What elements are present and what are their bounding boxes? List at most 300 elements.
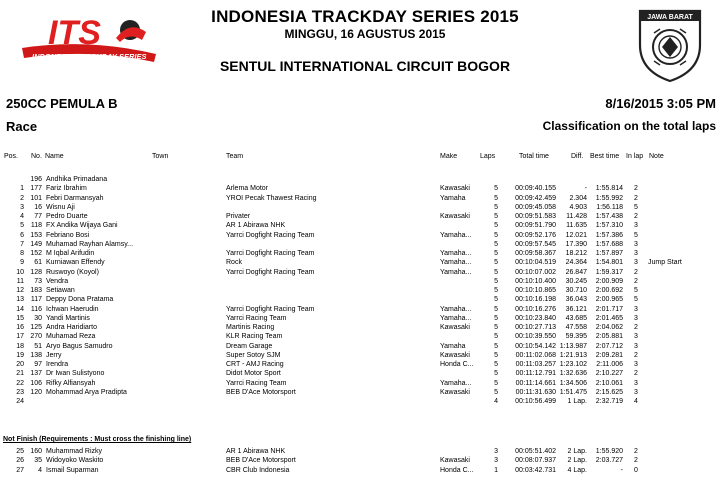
table-row <box>0 305 724 314</box>
cell-diff: 36.043 <box>565 296 587 304</box>
cell-pos: 20 <box>16 361 24 368</box>
cell-pos: 11 <box>16 277 24 285</box>
cell-name: FX Andika Wijaya Gani <box>46 222 118 230</box>
class-name: 250CC PEMULA B <box>6 96 118 111</box>
cell-make: Yamaha... <box>440 314 472 322</box>
table-row <box>0 203 724 212</box>
cell-laps: 1 <box>494 466 498 474</box>
cell-laps: 5 <box>494 203 498 211</box>
cell-best-time: 1:55.992 <box>595 194 623 202</box>
cell-no: 138 <box>30 351 42 359</box>
logo-subtext: INDONESIA TRACKDAY SERIES <box>32 52 147 61</box>
cell-in-lap: 2 <box>634 448 638 455</box>
cell-laps: 5 <box>494 268 498 276</box>
cell-note: Jump Start <box>648 259 682 267</box>
cell-laps: 5 <box>494 287 498 294</box>
cell-in-lap: 5 <box>634 296 638 304</box>
cell-best-time: 2:01.717 <box>595 305 623 313</box>
cell-diff: 2.304 <box>569 194 587 202</box>
cell-diff: 11.428 <box>566 213 587 220</box>
cell-make: Yamaha... <box>440 305 472 313</box>
cell-best-time: 2:32.719 <box>595 398 623 405</box>
cell-laps: 3 <box>494 457 498 465</box>
cell-name: Ismail Suparman <box>46 466 99 474</box>
cell-diff: 26.847 <box>565 268 587 276</box>
col-diff: Diff. <box>571 153 584 160</box>
cell-no: 101 <box>30 194 42 202</box>
cell-no: 128 <box>30 268 42 276</box>
cell-no: 73 <box>34 277 42 285</box>
cell-name: Setiawan <box>46 287 75 294</box>
cell-best-time: 1:56.118 <box>596 203 623 211</box>
cell-no: 77 <box>34 213 42 220</box>
cell-laps: 5 <box>494 370 498 378</box>
cell-no: 51 <box>34 342 42 350</box>
cell-no: 118 <box>30 222 42 230</box>
cell-diff: 2 Lap. <box>567 448 587 455</box>
cell-in-lap: 3 <box>634 314 638 322</box>
cell-name: Muhammad Rizky <box>46 448 103 455</box>
cell-laps: 5 <box>494 314 498 322</box>
its-logo <box>18 8 160 70</box>
cell-in-lap: 3 <box>634 333 638 341</box>
cell-pos: 26 <box>16 457 24 465</box>
cell-team: Privater <box>226 213 251 220</box>
cell-no: 160 <box>30 448 42 455</box>
cell-team: BEB D'Ace Motorsport <box>226 388 296 396</box>
cell-in-lap: 2 <box>634 457 638 465</box>
cell-laps: 5 <box>494 324 498 331</box>
cell-no: 152 <box>30 250 42 257</box>
cell-diff: 1:51.475 <box>559 388 587 396</box>
cell-make: Honda C... <box>440 361 474 368</box>
cell-best-time: 1:57.386 <box>595 231 623 239</box>
cell-team: Yarrci Dogfight Racing Team <box>226 305 315 313</box>
cell-make: Kawasaki <box>440 388 470 396</box>
cell-name: Andhika Primadana <box>46 176 108 183</box>
cell-team: Yarrci Racing Team <box>226 379 287 387</box>
table-row <box>0 249 724 258</box>
cell-name: Ichwan Haerudin <box>46 305 99 313</box>
col-inlap: In lap <box>626 153 644 160</box>
col-best: Best time <box>590 153 620 160</box>
cell-in-lap: 0 <box>634 466 638 474</box>
cell-diff: 1:23.102 <box>559 361 587 368</box>
col-team: Team <box>226 153 244 160</box>
cell-total-time: 00:03:42.731 <box>515 466 556 474</box>
cell-best-time: 2:03.727 <box>595 457 623 465</box>
cell-in-lap: 2 <box>634 277 638 285</box>
cell-team: AR 1 Abirawa NHK <box>226 222 286 230</box>
cell-pos: 22 <box>16 379 24 387</box>
cell-no: 30 <box>34 314 42 322</box>
cell-make: Kawasaki <box>440 457 470 465</box>
cell-name: Widoyoko Waskito <box>46 457 104 465</box>
cell-name: Andra Haridiarto <box>46 324 97 331</box>
col-make: Make <box>440 153 458 160</box>
cell-name: Muhamad Rayhan Alamsy... <box>46 240 134 248</box>
cell-team: Yarrci Racing Team <box>226 314 287 322</box>
cell-make: Yamaha... <box>440 231 472 239</box>
cell-no: 120 <box>30 388 42 396</box>
cell-total-time: 00:11:31.630 <box>515 388 556 396</box>
cell-total-time: 00:11:12.791 <box>515 370 556 378</box>
cell-best-time: 2:00.965 <box>595 296 623 304</box>
cell-total-time: 00:09:51.583 <box>515 213 556 220</box>
cell-total-time: 00:10:10.400 <box>515 277 556 285</box>
cell-best-time: 2:04.062 <box>595 324 623 331</box>
col-name: Name <box>45 153 64 160</box>
cell-pos: 1 <box>20 185 24 193</box>
cell-laps: 5 <box>494 231 498 239</box>
cell-diff: 1 Lap. <box>567 398 587 405</box>
cell-team: Yarrci Dogfight Racing Team <box>226 250 315 257</box>
cell-laps: 5 <box>494 259 498 267</box>
cell-laps: 5 <box>494 388 498 396</box>
table-row <box>0 212 724 221</box>
col-town: Town <box>152 153 169 160</box>
cell-no: 116 <box>30 305 42 313</box>
session-name: Race <box>6 119 38 134</box>
cell-in-lap: 3 <box>634 305 638 313</box>
cell-in-lap: 2 <box>634 213 638 220</box>
cell-diff: 17.390 <box>565 240 587 248</box>
cell-name: Pedro Duarte <box>46 213 88 220</box>
cell-name: Yandi Martinis <box>46 314 90 322</box>
logo-text: ITS <box>48 14 101 52</box>
table-row <box>0 258 724 267</box>
cell-total-time: 00:11:14.661 <box>515 379 556 387</box>
cell-pos: 18 <box>16 342 24 350</box>
table-row <box>0 268 724 277</box>
cell-diff: 2 Lap. <box>567 457 587 465</box>
cell-name: Febriano Bosi <box>46 231 90 239</box>
cell-best-time: 2:00.692 <box>595 287 623 294</box>
col-laps: Laps <box>480 153 496 160</box>
cell-make: Kawasaki <box>440 213 470 220</box>
event-title: INDONESIA TRACKDAY SERIES 2015 <box>211 7 519 26</box>
cell-diff: 47.558 <box>565 324 587 331</box>
cell-no: 4 <box>38 466 42 474</box>
cell-team: Super Sotoy SJM <box>226 351 281 359</box>
cell-diff: 18.212 <box>565 250 587 257</box>
cell-name: M Iqbal Arifudin <box>46 250 95 257</box>
cell-pos: 23 <box>16 388 24 396</box>
cell-laps: 5 <box>494 250 498 257</box>
cell-name: Deppy Dona Pratama <box>46 296 114 304</box>
not-finish-table <box>0 447 724 475</box>
cell-make: Kawasaki <box>440 351 470 359</box>
cell-laps: 5 <box>494 222 498 230</box>
cell-no: 61 <box>34 259 42 267</box>
cell-team: AR 1 Abirawa NHK <box>226 448 286 455</box>
cell-laps: 5 <box>494 240 498 248</box>
cell-pos: 6 <box>20 231 24 239</box>
event-venue: SENTUL INTERNATIONAL CIRCUIT BOGOR <box>219 58 511 74</box>
cell-best-time: - <box>620 466 623 474</box>
cell-name: Rifky Alfiansyah <box>46 379 96 387</box>
cell-pos: 16 <box>16 324 24 331</box>
cell-in-lap: 3 <box>634 379 638 387</box>
cell-total-time: 00:08:07.937 <box>515 457 556 465</box>
cell-in-lap: 3 <box>634 222 638 230</box>
cell-total-time: 00:10:16.276 <box>515 305 556 313</box>
cell-team: Dream Garage <box>226 342 273 350</box>
cell-laps: 5 <box>494 213 498 220</box>
cell-total-time: 00:10:27.713 <box>515 324 556 331</box>
cell-no: 149 <box>30 240 42 248</box>
cell-team: BEB D'Ace Motorsport <box>226 457 296 465</box>
cell-diff: 12.021 <box>565 231 587 239</box>
cell-pos: 25 <box>16 448 24 455</box>
cell-pos: 2 <box>20 194 24 202</box>
cell-pos: 17 <box>16 333 24 341</box>
table-row <box>0 466 724 475</box>
table-row <box>0 397 724 406</box>
cell-in-lap: 3 <box>634 250 638 257</box>
table-row <box>0 323 724 332</box>
cell-total-time: 00:10:23.840 <box>515 314 556 322</box>
cell-in-lap: 2 <box>634 370 638 378</box>
cell-team: Yarrci Dogfight Racing Team <box>226 268 315 276</box>
cell-in-lap: 3 <box>634 259 638 267</box>
cell-in-lap: 5 <box>634 231 638 239</box>
event-title-block <box>150 6 580 74</box>
cell-in-lap: 3 <box>634 342 638 350</box>
cell-no: 117 <box>30 296 42 304</box>
cell-total-time: 00:10:54.142 <box>515 342 556 350</box>
table-row <box>0 231 724 240</box>
cell-name: Muhamad Reza <box>46 333 96 341</box>
cell-laps: 4 <box>494 398 498 405</box>
cell-laps: 5 <box>494 277 498 285</box>
cell-in-lap: 5 <box>634 203 638 211</box>
cell-pos: 21 <box>16 370 24 378</box>
cell-pos: 14 <box>16 305 24 313</box>
cell-laps: 5 <box>494 351 498 359</box>
cell-pos: 5 <box>20 222 24 230</box>
cell-name: Ruswoyo (Koyol) <box>46 268 99 276</box>
cell-no: 16 <box>34 203 42 211</box>
cell-team: Yarrci Dogfight Racing Team <box>226 231 315 239</box>
cell-no: 270 <box>30 333 42 341</box>
cell-total-time: 00:09:57.545 <box>515 240 556 248</box>
cell-laps: 5 <box>494 185 498 193</box>
cell-make: Honda C... <box>440 466 474 474</box>
cell-diff: 1:32.636 <box>559 370 587 378</box>
cell-diff: 11.635 <box>566 222 587 230</box>
col-no: No. <box>31 153 42 160</box>
table-row <box>0 447 724 456</box>
cell-in-lap: 3 <box>634 361 638 368</box>
cell-in-lap: 2 <box>634 268 638 276</box>
table-row <box>0 314 724 323</box>
cell-pos: 7 <box>20 240 24 248</box>
cell-pos: 9 <box>20 259 24 267</box>
col-pos: Pos. <box>4 153 19 160</box>
cell-name: Dr Iwan Sulistyono <box>46 370 105 378</box>
cell-make: Yamaha... <box>440 250 472 257</box>
cell-best-time: 1:54.801 <box>595 259 623 267</box>
cell-no: 177 <box>30 185 42 193</box>
cell-total-time: 00:09:51.790 <box>515 222 556 230</box>
cell-best-time: 1:57.310 <box>595 222 623 230</box>
cell-in-lap: 3 <box>634 240 638 248</box>
cell-name: Kurniawan Effendy <box>46 259 105 267</box>
cell-diff: 36.121 <box>565 305 587 313</box>
cell-best-time: 2:00.909 <box>595 277 623 285</box>
not-finish-label: Not Finish (Requirements : Must cross the finishing line) <box>3 436 192 443</box>
cell-pos: 15 <box>16 314 24 322</box>
table-row <box>0 184 724 193</box>
table-row <box>0 240 724 249</box>
column-header <box>0 153 724 163</box>
cell-name: Irendra <box>46 361 69 368</box>
cell-pos: 12 <box>16 287 24 294</box>
cell-diff: 43.685 <box>565 314 587 322</box>
cell-team: CRT - AMJ Racing <box>226 361 284 368</box>
cell-best-time: 2:11.006 <box>596 361 623 368</box>
cell-total-time: 00:09:58.367 <box>515 250 556 257</box>
cell-team: KLR Racing Team <box>226 333 283 341</box>
col-note: Note <box>649 153 664 160</box>
cell-best-time: 2:15.625 <box>595 388 623 396</box>
cell-total-time: 00:10:04.519 <box>515 259 556 267</box>
cell-laps: 5 <box>494 296 498 304</box>
cell-no: 153 <box>30 231 42 239</box>
cell-name: Febri Darmansyah <box>46 194 104 202</box>
badge-text: JAWA BARAT <box>647 14 693 21</box>
cell-total-time: 00:10:10.865 <box>515 287 556 294</box>
table-row <box>0 369 724 378</box>
cell-diff: 59.395 <box>565 333 587 341</box>
cell-team: Arlema Motor <box>226 185 269 193</box>
cell-diff: 1:21.913 <box>559 351 587 359</box>
cell-pos: 4 <box>20 213 24 220</box>
table-row <box>0 221 724 230</box>
cell-laps: 5 <box>494 305 498 313</box>
table-row <box>0 286 724 295</box>
cell-team: CBR Club Indonesia <box>226 466 290 474</box>
cell-best-time: 2:07.712 <box>595 342 623 350</box>
cell-no: 35 <box>34 457 42 465</box>
cell-total-time: 00:10:39.550 <box>515 333 556 341</box>
cell-total-time: 00:09:45.058 <box>515 203 556 211</box>
print-datetime: 8/16/2015 3:05 PM <box>605 96 716 111</box>
event-date: MINGGU, 16 AGUSTUS 2015 <box>284 27 446 41</box>
cell-diff: 4.903 <box>569 203 587 211</box>
cell-name: Vendra <box>46 277 69 285</box>
table-row <box>0 456 724 465</box>
cell-team: Martinis Racing <box>226 324 275 331</box>
cell-laps: 3 <box>494 448 498 455</box>
cell-no: 137 <box>30 370 42 378</box>
cell-in-lap: 5 <box>634 287 638 294</box>
cell-pos: 13 <box>16 296 24 304</box>
table-row <box>0 379 724 388</box>
cell-make: Yamaha... <box>440 268 472 276</box>
cell-team: Rock <box>226 259 242 267</box>
cell-diff: 1:13.987 <box>559 342 587 350</box>
cell-no: 125 <box>30 324 42 331</box>
cell-total-time: 00:10:16.198 <box>515 296 556 304</box>
cell-diff: 1:34.506 <box>559 379 587 387</box>
cell-pos: 3 <box>20 203 24 211</box>
table-row <box>0 351 724 360</box>
cell-make: Kawasaki <box>440 324 470 331</box>
cell-in-lap: 2 <box>634 324 638 331</box>
cell-total-time: 00:11:02.068 <box>515 351 556 359</box>
imi-jawa-barat-badge <box>636 5 704 83</box>
cell-name: Wisnu Aji <box>46 203 75 211</box>
cell-best-time: 1:55.920 <box>595 448 623 455</box>
cell-diff: 30.245 <box>565 277 587 285</box>
cell-laps: 5 <box>494 342 498 350</box>
table-row <box>0 175 724 184</box>
cell-best-time: 2:10.061 <box>595 379 623 387</box>
cell-total-time: 00:10:56.499 <box>515 398 556 405</box>
cell-best-time: 1:57.688 <box>595 240 623 248</box>
cell-make: Kawasaki <box>440 185 470 193</box>
cell-diff: 30.710 <box>565 287 587 294</box>
table-row <box>0 388 724 397</box>
cell-laps: 5 <box>494 379 498 387</box>
table-row <box>0 332 724 341</box>
cell-laps: 5 <box>494 333 498 341</box>
cell-pos: 10 <box>16 268 24 276</box>
table-row <box>0 277 724 286</box>
table-row <box>0 295 724 304</box>
cell-name: Aryo Bagus Samudro <box>46 342 113 350</box>
cell-in-lap: 2 <box>634 351 638 359</box>
table-row <box>0 194 724 203</box>
cell-team: Didot Motor Sport <box>226 370 281 378</box>
cell-in-lap: 2 <box>634 185 638 193</box>
cell-make: Yamaha <box>440 342 466 350</box>
cell-pos: 8 <box>20 250 24 257</box>
cell-diff: 24.364 <box>565 259 587 267</box>
cell-make: Yamaha <box>440 194 466 202</box>
cell-no: 183 <box>30 287 42 294</box>
table-row <box>0 360 724 369</box>
cell-best-time: 1:57.897 <box>595 250 623 257</box>
cell-best-time: 1:57.438 <box>595 213 623 220</box>
cell-best-time: 2:05.881 <box>595 333 623 341</box>
cell-diff: - <box>584 185 587 193</box>
cell-total-time: 00:05:51.402 <box>515 448 556 455</box>
cell-name: Mohammad Arya Pradipta <box>46 388 127 396</box>
cell-best-time: 2:01.465 <box>595 314 623 322</box>
cell-total-time: 00:11:03.257 <box>515 361 556 368</box>
cell-total-time: 00:09:52.176 <box>515 231 556 239</box>
cell-pos: 24 <box>16 398 24 405</box>
table-row <box>0 342 724 351</box>
cell-best-time: 2:09.281 <box>595 351 623 359</box>
cell-make: Yamaha... <box>440 379 472 387</box>
cell-name: Fariz Ibrahim <box>46 185 87 193</box>
cell-laps: 5 <box>494 194 498 202</box>
classification-subtitle: Classification on the total laps <box>542 119 716 133</box>
cell-total-time: 00:09:42.459 <box>515 194 556 202</box>
cell-best-time: 1:55.814 <box>595 185 623 193</box>
cell-no: 97 <box>34 361 42 368</box>
cell-diff: 4 Lap. <box>567 466 587 474</box>
cell-best-time: 2:10.227 <box>595 370 623 378</box>
cell-total-time: 00:09:40.155 <box>515 185 556 193</box>
cell-best-time: 1:59.317 <box>595 268 623 276</box>
cell-in-lap: 4 <box>634 398 638 405</box>
cell-total-time: 00:10:07.002 <box>515 268 556 276</box>
